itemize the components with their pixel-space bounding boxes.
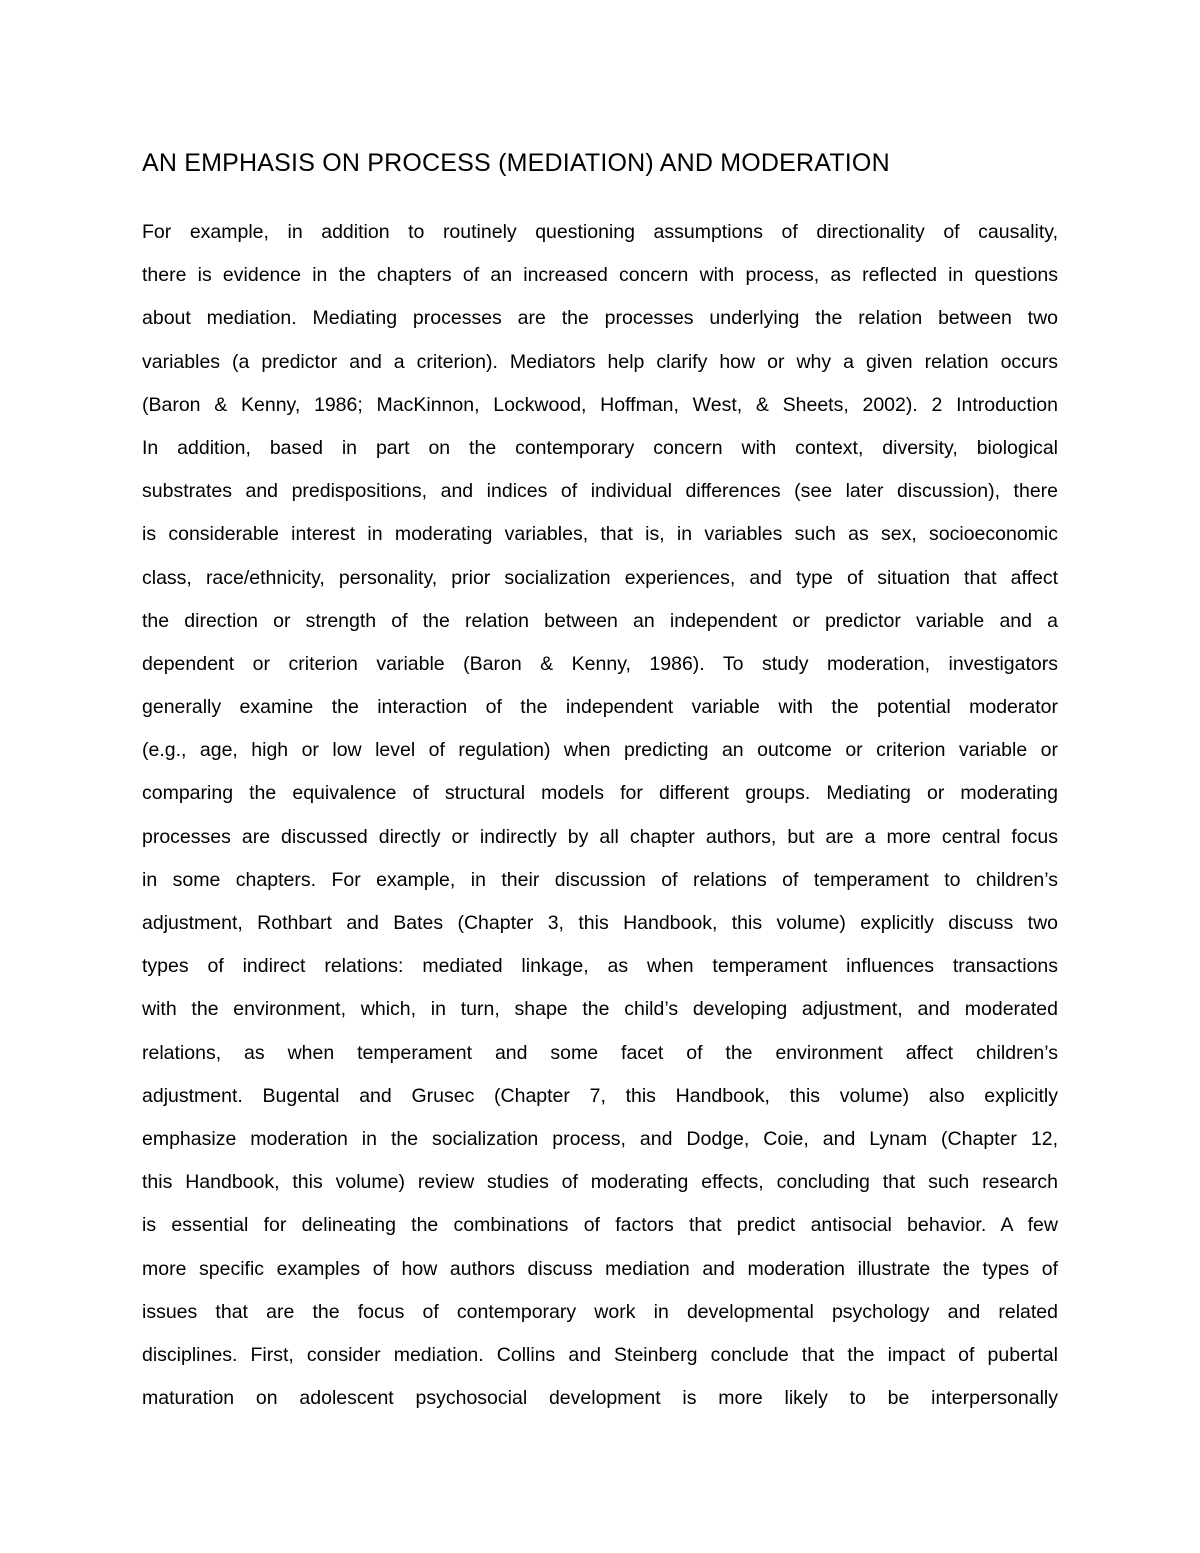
text-line: types of indirect relations: mediated linkage, as when temperament influences transactions — [142, 955, 1058, 978]
text-line: adjustment, Rothbart and Bates (Chapter 3, this Handbook, this volume) explicitly discuss two — [142, 912, 1058, 934]
body-paragraph — [142, 211, 1058, 1420]
text-line: there is evidence in the chapters of an increased concern with process, as reflected in questions — [142, 264, 1058, 287]
text-line: adjustment. Bugental and Grusec (Chapter 7, this Handbook, this volume) also explicitly — [142, 1084, 1058, 1107]
text-line: substrates and predispositions, and indices of individual differences (see later discussion), there — [142, 480, 1058, 503]
text-line: is essential for delineating the combinations of factors that predict antisocial behavior. A few — [142, 1214, 1058, 1237]
text-line: maturation on adolescent psychosocial development is more likely to be interpersonally — [142, 1387, 1058, 1410]
text-line: more specific examples of how authors discuss mediation and moderation illustrate the types of — [142, 1257, 1058, 1280]
document-title: AN EMPHASIS ON PROCESS (MEDIATION) AND MODERATION — [142, 149, 890, 177]
text-line: disciplines. First, consider mediation. Collins and Steinberg conclude that the impact of pubertal — [142, 1343, 1058, 1366]
text-line: this Handbook, this volume) review studies of moderating effects, concluding that such research — [142, 1171, 1058, 1194]
text-line: variables (a predictor and a criterion). Mediators help clarify how or why a given relation occurs — [142, 350, 1058, 373]
text-line: In addition, based in part on the contemporary concern with context, diversity, biological — [142, 436, 1058, 459]
text-line: comparing the equivalence of structural models for different groups. Mediating or moderating — [142, 782, 1058, 805]
text-line: the direction or strength of the relation between an independent or predictor variable and a — [142, 609, 1058, 632]
text-line: about mediation. Mediating processes are the processes underlying the relation between two — [142, 307, 1058, 330]
text-line: (e.g., age, high or low level of regulation) when predicting an outcome or criterion variable or — [142, 739, 1058, 762]
text-line: in some chapters. For example, in their discussion of relations of temperament to children’s — [142, 868, 1058, 891]
text-line: dependent or criterion variable (Baron & Kenny, 1986). To study moderation, investigators — [142, 652, 1058, 675]
text-line: For example, in addition to routinely questioning assumptions of directionality of causality, — [142, 221, 1058, 243]
text-line: is considerable interest in moderating variables, that is, in variables such as sex, socioeconomic — [142, 523, 1058, 546]
text-line: (Baron & Kenny, 1986; MacKinnon, Lockwood, Hoffman, West, & Sheets, 2002). 2 Introduction — [142, 393, 1058, 416]
text-line: processes are discussed directly or indirectly by all chapter authors, but are a more central focus — [142, 825, 1058, 848]
text-line: relations, as when temperament and some facet of the environment affect children’s — [142, 1041, 1058, 1064]
text-line: issues that are the focus of contemporary work in developmental psychology and related — [142, 1300, 1058, 1323]
text-line: with the environment, which, in turn, shape the child’s developing adjustment, and moderated — [142, 998, 1058, 1021]
text-line: generally examine the interaction of the independent variable with the potential moderator — [142, 696, 1058, 719]
text-line: emphasize moderation in the socialization process, and Dodge, Coie, and Lynam (Chapter 12, — [142, 1127, 1058, 1150]
text-line: class, race/ethnicity, personality, prior socialization experiences, and type of situation that affect — [142, 566, 1058, 589]
